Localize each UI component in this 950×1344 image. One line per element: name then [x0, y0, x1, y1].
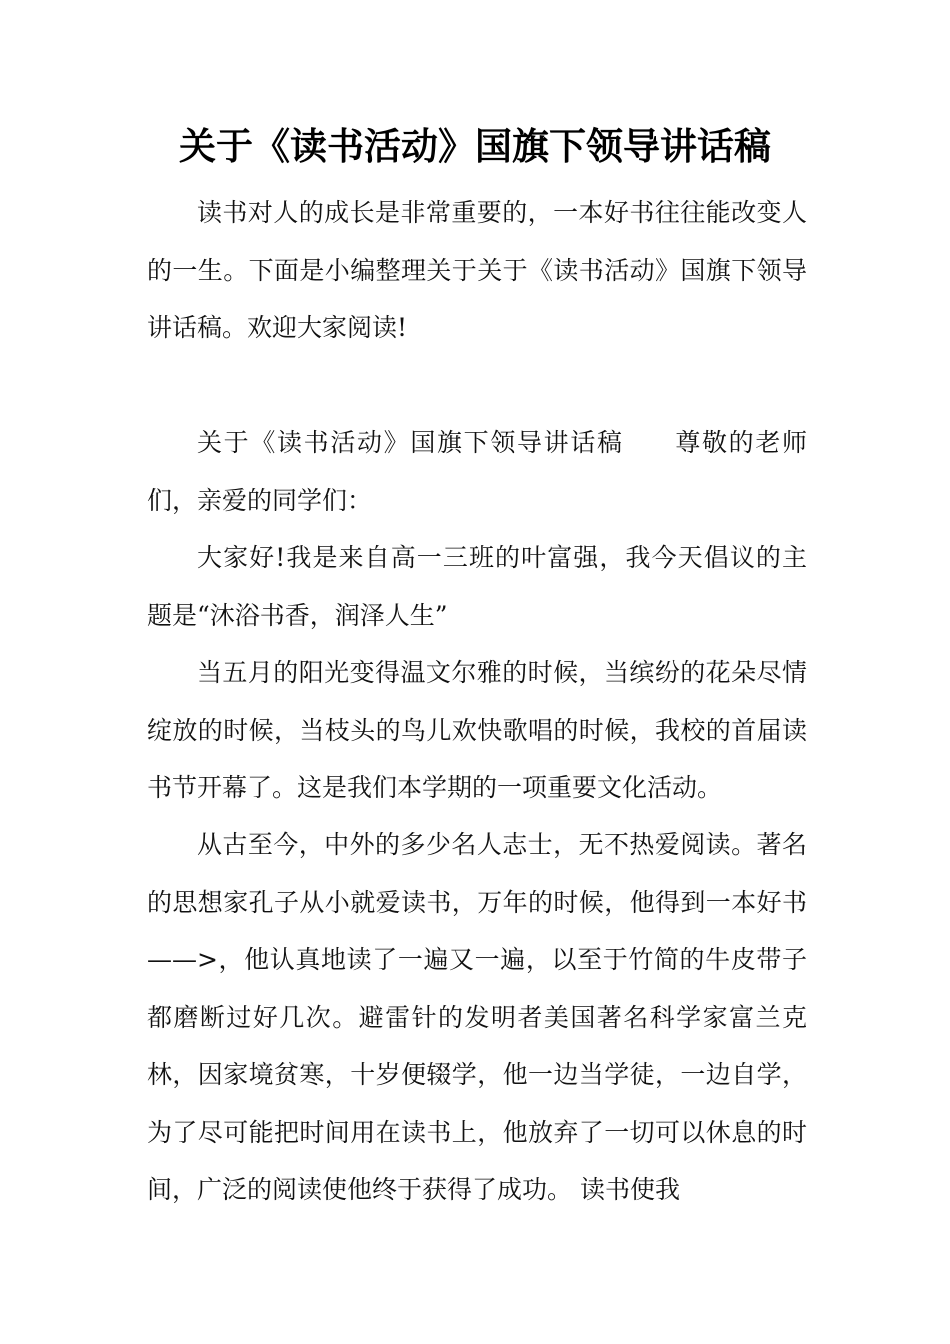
salutation: 尊敬的老师们，亲爱的同学们： [147, 428, 807, 515]
speech-heading-paragraph [147, 414, 807, 529]
intro-paragraph: 读书对人的成长是非常重要的，一本好书往往能改变人的一生。下面是小编整理关于关于《读书活动》国旗下领导讲话稿。欢迎大家阅读! [147, 198, 807, 342]
greeting-paragraph: 大家好!我是来自高一三班的叶富强，我今天倡议的主题是“沐浴书香，润泽人生” [147, 543, 807, 630]
speech-title: 关于《读书活动》国旗下领导讲话稿 [197, 428, 624, 457]
may-sunshine-paragraph: 当五月的阳光变得温文尔雅的时候，当缤纷的花朵尽情绽放的时候，当枝头的鸟儿欢快歌唱的时候，我校的首届读书节开幕了。这是我们本学期的一项重要文化活动。 [147, 658, 807, 802]
famous-readers-paragraph: 从古至今，中外的多少名人志士，无不热爱阅读。著名的思想家孔子从小就爱读书，万年的时候，他得到一本好书——>，他认真地读了一遍又一遍，以至于竹简的牛皮带子都磨断过好几次。避雷针的发明者美国著名科学家富兰克林，因家境贫寒，十岁便辍学，他一边当学徒，一边自学，为了尽可能把时间用在读书上，他放弃了一切可以休息的时间，广泛的阅读使他终于获得了成功。 读书使我 [147, 830, 807, 1204]
document-title: 关于《读书活动》国旗下领导讲话稿 [179, 124, 771, 168]
